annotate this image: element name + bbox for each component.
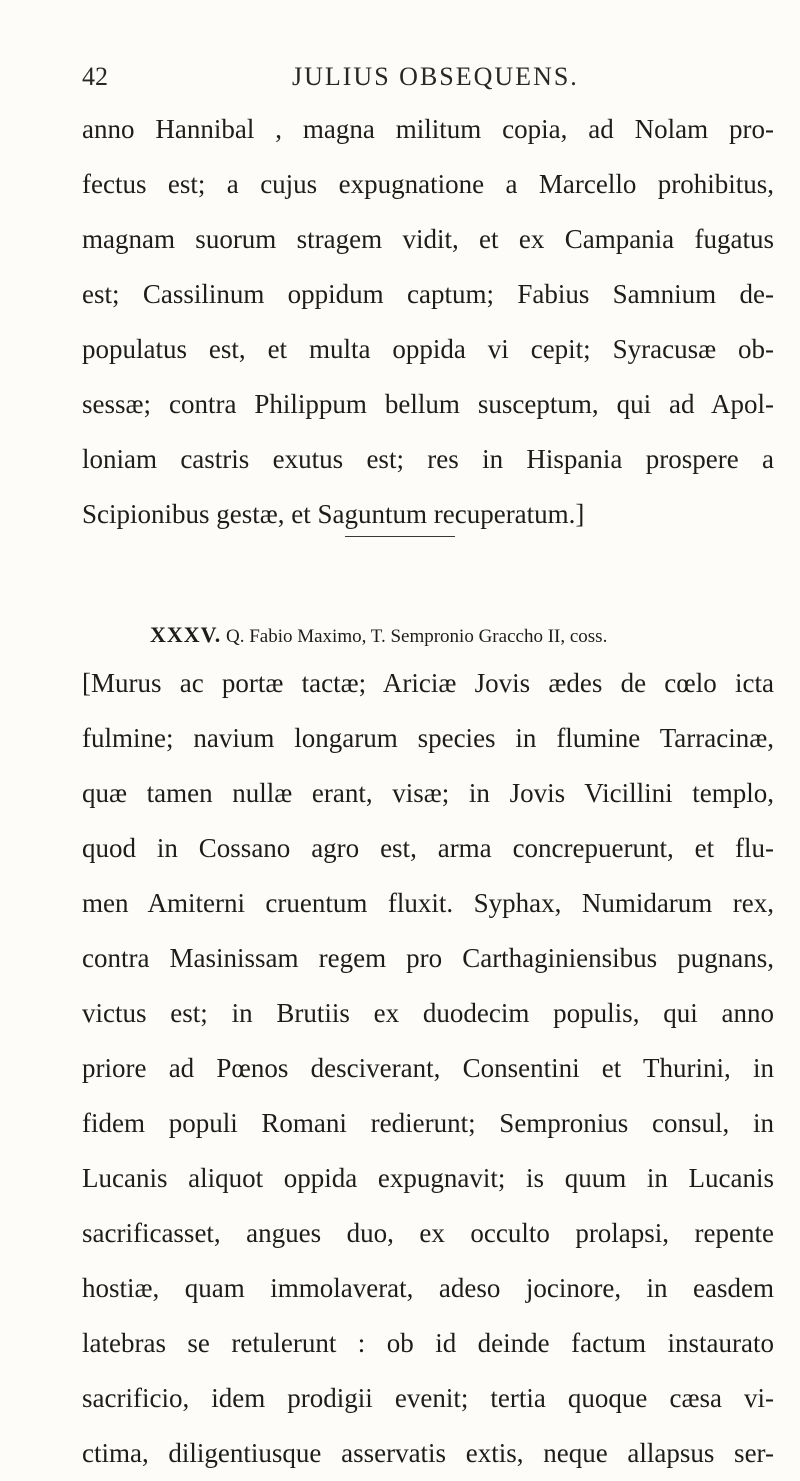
text-line: Scipionibus gestæ, et Saguntum recuperatum.] <box>82 499 585 529</box>
paragraph-1 <box>82 102 774 542</box>
section-title: Q. Fabio Maximo, T. Sempronio Graccho II, coss. <box>225 626 608 647</box>
page-header <box>82 62 782 102</box>
section-divider <box>345 536 455 537</box>
text-line: quod in Cossano agro est, arma concrepuerunt, et flu- <box>82 833 774 863</box>
text-line: sessæ; contra Philippum bellum susceptum, qui ad Apol- <box>82 389 774 419</box>
section-heading <box>150 620 607 650</box>
text-line: Lucanis aliquot oppida expugnavit; is quum in Lucanis <box>82 1163 774 1193</box>
text-line: quæ tamen nullæ erant, visæ; in Jovis Vicillini templo, <box>82 778 774 808</box>
text-line: fidem populi Romani redierunt; Sempronius consul, in <box>82 1108 774 1138</box>
running-head: JULIUS OBSEQUENS. <box>292 62 579 91</box>
paragraph-2 <box>82 656 774 1481</box>
text-line: anno Hannibal , magna militum copia, ad Nolam pro- <box>82 114 774 144</box>
text-line: latebras se retulerunt : ob id deinde factum instaurato <box>82 1328 774 1358</box>
text-line: priore ad Pœnos desciverant, Consentini et Thurini, in <box>82 1053 774 1083</box>
text-line: hostiæ, quam immolaverat, adeso jocinore, in easdem <box>82 1273 774 1303</box>
text-line: est; Cassilinum oppidum captum; Fabius Samnium de- <box>82 279 774 309</box>
text-line: men Amiterni cruentum fluxit. Syphax, Numidarum rex, <box>82 888 774 918</box>
text-line: fulmine; navium longarum species in flumine Tarracinæ, <box>82 723 774 753</box>
text-line: fectus est; a cujus expugnatione a Marcello prohibitus, <box>82 169 774 199</box>
text-line: victus est; in Brutiis ex duodecim populis, qui anno <box>82 998 774 1028</box>
text-line: loniam castris exutus est; res in Hispania prospere a <box>82 444 774 474</box>
section-number: XXXV. <box>150 622 222 647</box>
text-line: contra Masinissam regem pro Carthaginiensibus pugnans, <box>82 943 774 973</box>
text-line: sacrificasset, angues duo, ex occulto prolapsi, repente <box>82 1218 774 1248</box>
text-line: magnam suorum stragem vidit, et ex Campania fugatus <box>82 224 774 254</box>
text-line: sacrificio, idem prodigii evenit; tertia quoque cæsa vi- <box>82 1383 774 1413</box>
page-number: 42 <box>82 62 108 91</box>
text-line: populatus est, et multa oppida vi cepit; Syracusæ ob- <box>82 334 774 364</box>
text-line: [Murus ac portæ tactæ; Ariciæ Jovis ædes de cœlo icta <box>82 668 774 698</box>
text-line: ctima, diligentiusque asservatis extis, neque allapsus ser- <box>82 1438 774 1468</box>
